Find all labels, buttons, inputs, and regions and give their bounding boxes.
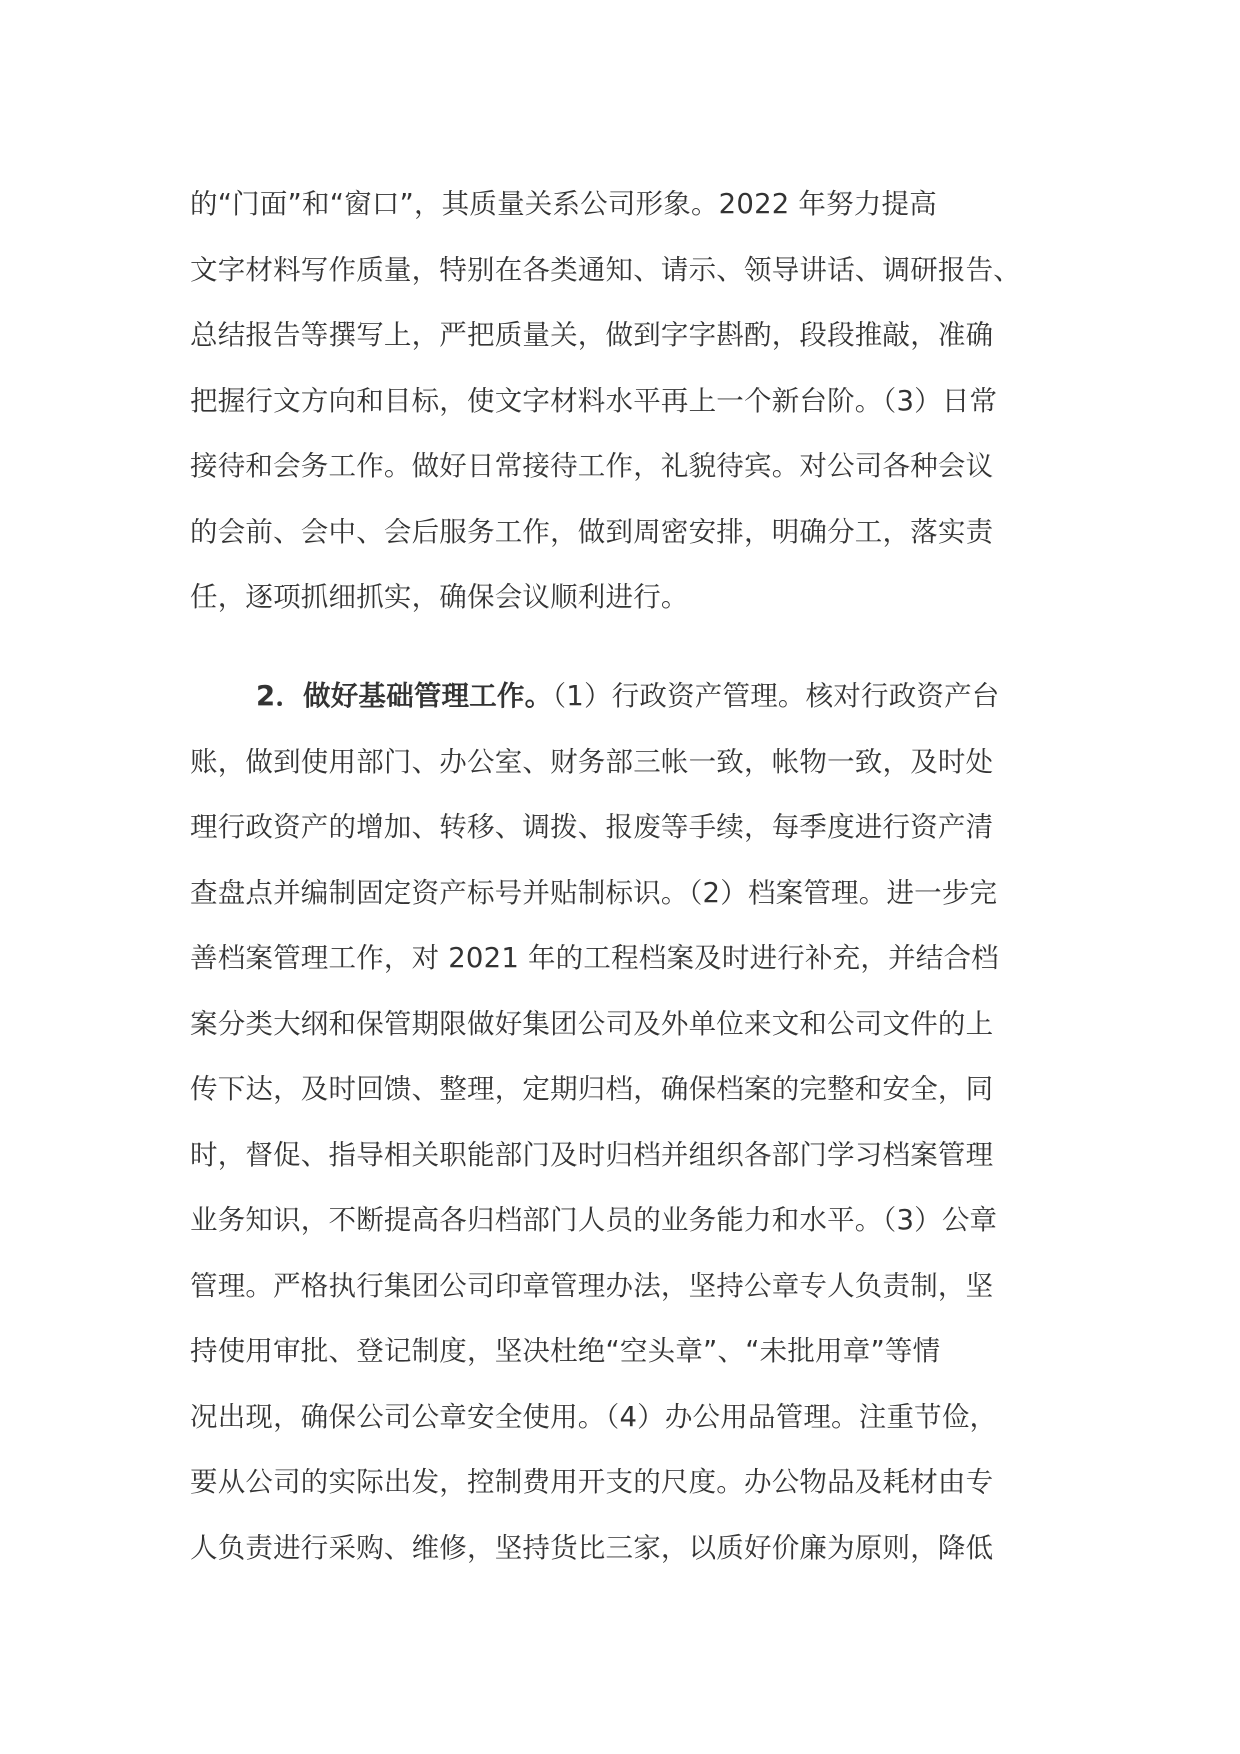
text-line: 时，督促、指导相关职能部门及时归档并组织各部门学习档案管理 [190, 1138, 994, 1171]
text-line: 人负责进行采购、维修，坚持货比三家，以质好价廉为原则，降低 [190, 1531, 994, 1564]
text-line: 管理。严格执行集团公司印章管理办法，坚持公章专人负责制，坚 [190, 1269, 994, 1302]
text-line: 总结报告等撰写上，严把质量关，做到字字斟酌，段段推敲，准确 [190, 319, 994, 351]
text-line: 账，做到使用部门、办公室、财务部三帐一致，帐物一致，及时处 [190, 745, 994, 778]
paragraph-basic-management [190, 664, 1070, 1581]
text-line: 的“门面”和“窗口”，其质量关系公司形象。2022 年努力提高 [190, 188, 937, 220]
text-line: 善档案管理工作，对 2021 年的工程档案及时进行补充，并结合档 [190, 942, 999, 974]
text-line: 把握行文方向和目标，使文字材料水平再上一个新台阶。（3）日常 [190, 384, 998, 417]
section-heading: 2．做好基础管理工作。 [256, 680, 553, 712]
text-line: 况出现，确保公司公章安全使用。（4）办公用品管理。注重节俭， [190, 1400, 998, 1433]
paragraph-office-work [190, 172, 1070, 631]
text-line: 理行政资产的增加、转移、调拨、报废等手续，每季度进行资产清 [190, 811, 994, 843]
text-line: 任，逐项抓细抓实，确保会议顺利进行。 [190, 581, 689, 613]
text-line: 要从公司的实际出发，控制费用开支的尺度。办公物品及耗材由专 [190, 1466, 994, 1498]
text-line: 接待和会务工作。做好日常接待工作，礼貌待宾。对公司各种会议 [190, 450, 994, 482]
text-line: 传下达，及时回馈、整理，定期归档，确保档案的完整和安全，同 [190, 1073, 994, 1105]
text-line: 文字材料写作质量，特别在各类通知、请示、领导讲话、调研报告、 [190, 253, 1021, 286]
text-run: （1）行政资产管理。核对行政资产台 [552, 680, 1000, 712]
text-line: 案分类大纲和保管期限做好集团公司及外单位来文和公司文件的上 [190, 1007, 994, 1040]
text-line: 业务知识，不断提高各归档部门人员的业务能力和水平。（3）公章 [190, 1204, 998, 1236]
text-line: 持使用审批、登记制度，坚决杜绝“空头章”、“未批用章”等情 [190, 1335, 941, 1367]
text-line-first [190, 664, 1070, 730]
text-line: 的会前、会中、会后服务工作，做到周密安排，明确分工，落实责 [190, 515, 994, 548]
text-line: 查盘点并编制固定资产标号并贴制标识。（2）档案管理。进一步完 [190, 876, 998, 909]
